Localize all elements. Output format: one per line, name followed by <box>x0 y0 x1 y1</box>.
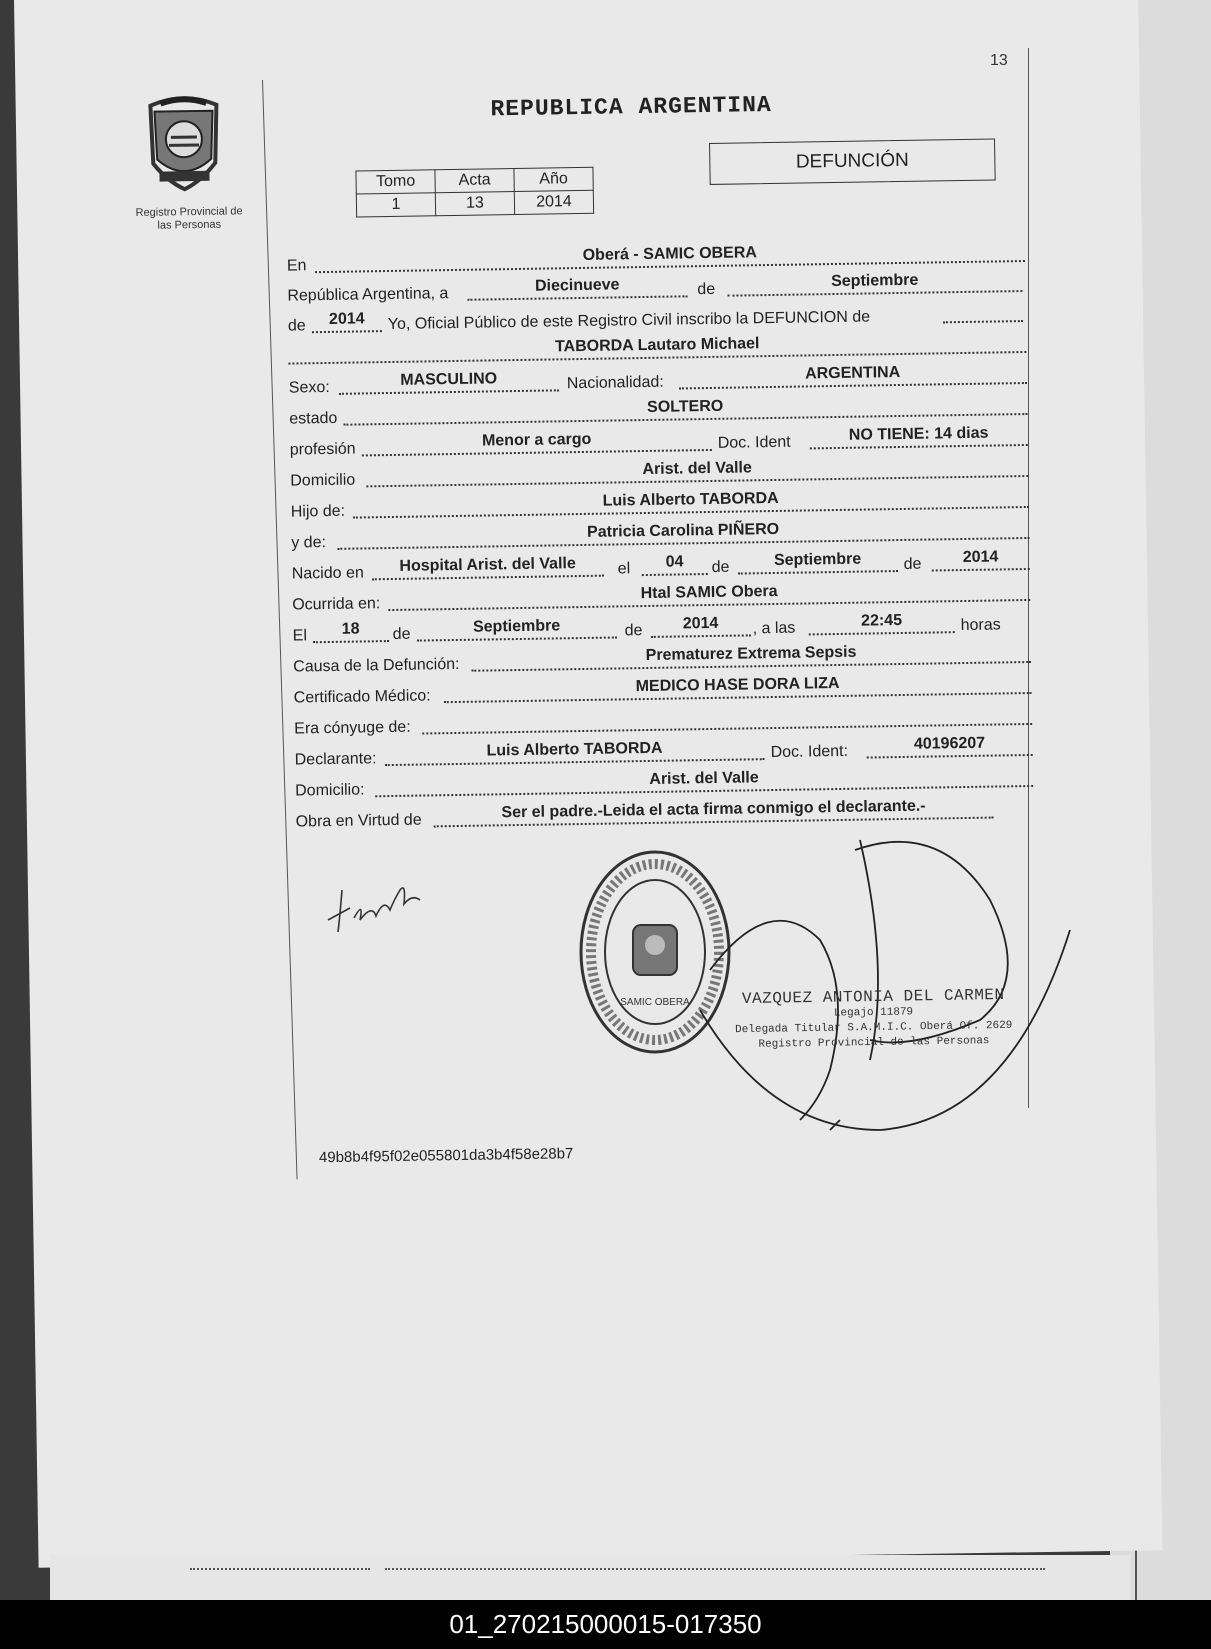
dotted-line <box>313 640 389 643</box>
dotted-line <box>943 320 1023 323</box>
field-row-declarante <box>294 734 1034 770</box>
field-row-obra <box>295 796 1035 832</box>
field-value: Prematurez Extrema Sepsis <box>645 643 857 665</box>
field-value: SOLTERO <box>646 397 724 416</box>
field-value: 40196207 <box>913 734 986 753</box>
field-value: Septiembre <box>472 617 561 636</box>
registry-caption <box>114 205 264 233</box>
field-label: de <box>903 555 922 573</box>
field-value: Patricia Carolina PIÑERO <box>586 520 780 541</box>
field-label: , a las <box>752 619 796 638</box>
document-hash: 49b8b4f95f02e055801da3b4f58e28b7 <box>318 1145 574 1167</box>
field-row-domicilio-declarante <box>295 765 1035 801</box>
field-value: MASCULINO <box>400 370 498 389</box>
field-label: Sexo: <box>288 378 330 397</box>
field-row-hijo <box>291 486 1031 522</box>
field-row-profesion <box>290 424 1030 460</box>
reference-table <box>355 167 594 218</box>
field-row-nombre <box>288 331 1028 367</box>
field-label: de <box>624 622 643 640</box>
page-number: 13 <box>990 52 1008 69</box>
field-value: 2014 <box>328 310 365 328</box>
field-label: Doc. Ident: <box>770 742 849 762</box>
ref-value-tomo: 1 <box>356 193 435 217</box>
ref-value-acta: 13 <box>435 192 514 216</box>
field-value: Arist. del Valle <box>649 769 759 788</box>
dotted-line <box>417 636 617 641</box>
field-value: Diecinueve <box>534 276 620 295</box>
field-label: Hijo de: <box>290 502 346 521</box>
field-row-yde <box>291 517 1031 553</box>
field-value: Arist. del Valle <box>642 459 752 479</box>
field-label: Obra en Virtud de <box>295 811 422 831</box>
field-label: de <box>697 280 716 299</box>
field-label: Causa de la Defunción: <box>293 655 460 676</box>
field-label: Declarante: <box>294 750 377 769</box>
field-value: Luis Alberto TABORDA <box>486 739 663 760</box>
field-value: MEDICO HASE DORA LIZA <box>635 674 840 696</box>
official-name: VAZQUEZ ANTONIA DEL CARMEN <box>741 985 1005 1009</box>
field-value: 04 <box>665 553 684 571</box>
field-label: El <box>292 627 308 645</box>
official-legajo: Legajo 11879 <box>833 1006 914 1020</box>
dotted-line <box>651 634 751 638</box>
dotted-line <box>642 573 708 576</box>
field-label: Domicilio <box>290 471 356 490</box>
field-value: 2014 <box>682 614 719 633</box>
declarant-signature-icon <box>320 860 430 940</box>
field-row-inscripcion <box>288 300 1028 336</box>
official-office: Registro Provincial de las Personas <box>758 1035 990 1051</box>
field-label: y de: <box>291 534 327 552</box>
field-label: Nacido en <box>291 564 364 583</box>
dotted-line <box>809 631 955 635</box>
dotted-line <box>422 723 1032 735</box>
field-label: horas <box>960 616 1001 635</box>
field-value: Septiembre <box>773 550 862 569</box>
field-label: Yo, Oficial Público de este Registro Civil inscribo la DEFUNCION de <box>387 308 871 334</box>
field-label: Era cónyuge de: <box>294 718 411 738</box>
field-row-fecha <box>287 270 1027 306</box>
field-row-sexo <box>289 362 1029 398</box>
field-row-certificado <box>293 672 1033 708</box>
field-value: TABORDA Lautaro Michael <box>554 335 760 356</box>
dotted-line <box>738 570 898 575</box>
field-label: de <box>711 558 730 576</box>
field-value: ARGENTINA <box>804 363 901 383</box>
field-row-en <box>287 240 1027 276</box>
field-row-nacido <box>292 548 1032 584</box>
field-label: profesión <box>289 440 356 459</box>
field-value: Hospital Arist. del Valle <box>399 555 576 575</box>
field-label: Certificado Médico: <box>293 687 431 707</box>
field-row-causa <box>293 641 1033 677</box>
registry-caption-line: Registro Provincial de <box>135 205 243 219</box>
field-value: NO TIENE: 14 dias <box>848 424 989 444</box>
field-row-fecha-defuncion <box>293 610 1033 646</box>
field-row-domicilio <box>290 455 1030 491</box>
field-label: el <box>617 560 631 578</box>
field-value: Septiembre <box>831 271 919 291</box>
field-label: de <box>287 317 306 335</box>
field-row-conyuge <box>294 703 1034 739</box>
field-value: Oberá - SAMIC OBERA <box>582 244 758 264</box>
field-row-ocurrida <box>292 579 1032 615</box>
scan-footer-id: 01_270215000015-017350 <box>0 1600 1211 1649</box>
field-value: Luis Alberto TABORDA <box>602 489 779 510</box>
dotted-line <box>867 754 1033 759</box>
field-label: Nacionalidad: <box>566 373 664 393</box>
field-label: Doc. Ident <box>717 433 791 452</box>
svg-text:SAMIC OBERA: SAMIC OBERA <box>620 997 690 1008</box>
field-label: estado <box>289 409 338 428</box>
field-value: 2014 <box>962 548 999 567</box>
field-label: En <box>286 257 307 275</box>
page-title: REPUBLICA ARGENTINA <box>490 91 772 123</box>
field-label: de <box>392 625 411 643</box>
dotted-line <box>312 330 382 333</box>
official-signature-block <box>735 986 1013 1053</box>
field-label: Domicilio: <box>295 781 365 800</box>
ref-header-acta: Acta <box>435 169 514 193</box>
field-row-estado <box>289 393 1029 429</box>
official-position: Delegada Titular S.A.M.I.C. Oberá Of. 2629 <box>735 1019 1013 1037</box>
field-label: Ocurrida en: <box>292 595 381 614</box>
ref-header-tomo: Tomo <box>356 170 435 194</box>
record-type-box: DEFUNCIÓN <box>709 138 996 184</box>
field-value: Htal SAMIC Obera <box>640 582 778 603</box>
field-value: 18 <box>341 620 360 638</box>
ref-value-anio: 2014 <box>514 190 593 214</box>
dotted-line <box>932 568 1030 572</box>
field-value: Menor a cargo <box>481 430 592 450</box>
ref-header-anio: Año <box>514 167 593 191</box>
registry-caption-line: las Personas <box>157 218 222 232</box>
province-seal-icon <box>140 93 228 194</box>
field-value: Ser el padre.-Leida el acta firma conmigo el declarante.- <box>501 797 926 822</box>
field-label: República Argentina, a <box>287 285 449 305</box>
field-value: 22:45 <box>860 611 903 630</box>
